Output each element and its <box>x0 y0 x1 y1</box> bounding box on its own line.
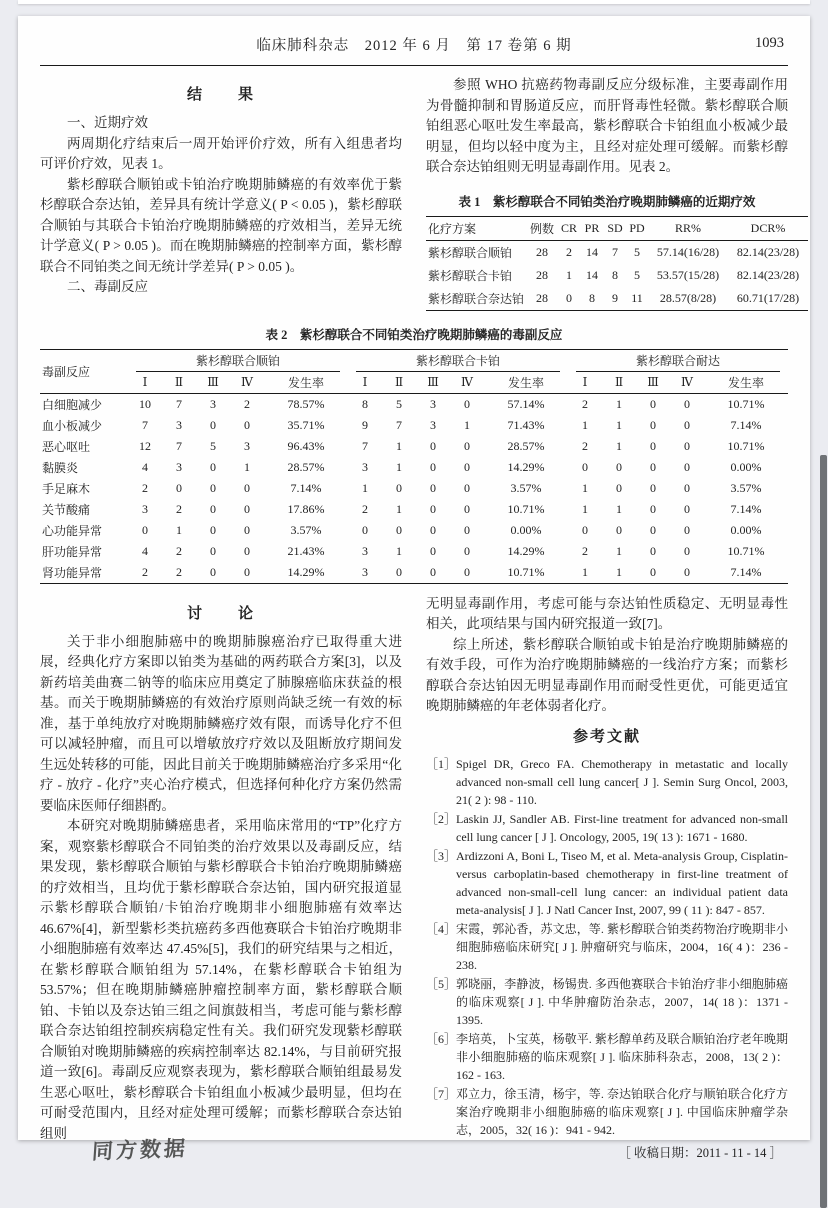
table1-header-cell: DCR% <box>728 216 808 240</box>
table2-cell: 1 <box>176 522 182 537</box>
table2-toxicity-name: 血小板减少 <box>42 418 103 433</box>
table2-cell: 0 <box>210 480 216 495</box>
table2-cell: 14.29% <box>507 543 545 558</box>
table2-row <box>40 520 788 541</box>
reference-number: ［5］ <box>426 976 457 991</box>
table2-grade-cell: 发生率 <box>264 372 348 394</box>
table2 <box>40 349 788 584</box>
table1-cell: 0 <box>566 290 572 305</box>
reference-number: ［6］ <box>426 1031 457 1046</box>
table2-cell: 3 <box>362 564 369 579</box>
table2-cell: 28.57% <box>507 438 545 453</box>
top-section <box>40 75 800 311</box>
table2-toxicity-name: 手足麻木 <box>42 481 91 496</box>
reference-item <box>426 975 788 1029</box>
table2-toxicity-name: 关节酸痛 <box>42 502 91 517</box>
table2-cell: 0 <box>464 396 471 411</box>
table2-grade-cell: Ⅱ <box>382 372 416 394</box>
cnki-watermark: 同方数据 <box>91 1135 189 1164</box>
table2-cell: 0 <box>684 396 691 411</box>
table2-cell: 0 <box>684 438 691 453</box>
conclusion-paragraph: 综上所述，紫杉醇联合顺铂或卡铂是治疗晚期肺鳞癌的有效手段，可作为治疗晚期肺鳞癌的一线治疗方案；而紫杉醇联合奈达铂因无明显毒副作用而耐受性更优，可能更适宜晚期肺鳞癌的年老体弱者化疗。 <box>426 636 788 713</box>
table2-cell: 0 <box>650 396 657 411</box>
header-rule <box>40 65 788 66</box>
table2-cell: 2 <box>362 501 369 516</box>
table2-cell: 28.57% <box>287 459 325 474</box>
results-paragraph-1: 两周期化疗结束后一周开始评价疗效，所有入组患者均可评价疗效，见表 1。 <box>40 135 402 171</box>
table2-cell: 1 <box>464 417 471 432</box>
table1-cell: 9 <box>612 290 618 305</box>
table2-cell: 1 <box>616 438 623 453</box>
table2-cell: 0 <box>244 543 250 558</box>
table2-cell: 7 <box>176 438 182 453</box>
table2-cell: 0 <box>582 522 589 537</box>
table1-header-cell: 化疗方案 <box>426 216 526 240</box>
table2-cell: 8 <box>362 396 369 411</box>
table2-cell: 0 <box>210 501 216 516</box>
table2-cell: 0 <box>430 522 437 537</box>
table2-cell: 0 <box>684 480 691 495</box>
table2-toxicity-name: 肾功能异常 <box>42 565 103 580</box>
table2-cell: 0 <box>616 459 623 474</box>
table2-cell: 1 <box>396 459 403 474</box>
table2-cell: 0 <box>430 480 437 495</box>
table2-cell: 7.14% <box>730 501 762 516</box>
table2-toxicity-name: 黏膜炎 <box>42 460 79 475</box>
table2-cell: 0 <box>210 417 216 432</box>
table2-cell: 0 <box>684 459 691 474</box>
table2-cell: 78.57% <box>287 396 325 411</box>
table2-cell: 0 <box>210 522 216 537</box>
table2-cell: 1 <box>244 459 250 474</box>
table2-cell: 0 <box>650 564 657 579</box>
table2-grade-cell: Ⅰ <box>128 372 162 394</box>
reference-item <box>426 810 788 846</box>
table2-cell: 0 <box>650 501 657 516</box>
journal-page <box>18 16 810 1164</box>
results-paragraph-2: 紫杉醇联合顺铂或卡铂治疗晚期肺鳞癌的有效率优于紫杉醇联合奈达铂，差异具有统计学意义( P < 0.05 )，紫杉醇联合顺铂与其联合卡铂治疗晚期肺鳞癌的疗效相当，差异无统计学意义( P > 0.05 )。而在晚期肺鳞癌的控制率方面，紫杉醇联合不同铂类之间无统计学差异( P > 0.05 )。 <box>40 176 402 274</box>
table2-cell: 10.71% <box>727 438 765 453</box>
table1-row <box>426 240 808 264</box>
table2-cell: 1 <box>396 438 403 453</box>
table2-cell: 3 <box>244 438 250 453</box>
table2-cell: 0 <box>430 564 437 579</box>
table2-grade-header-row <box>40 372 788 394</box>
table2-cell: 1 <box>582 417 589 432</box>
table2-cell: 1 <box>616 417 623 432</box>
table1-row <box>426 287 808 311</box>
table2-rowheader-cell: 毒副反应 <box>40 349 128 393</box>
table2-cell: 2 <box>176 501 182 516</box>
table2-group-cell <box>568 349 788 372</box>
reference-item <box>426 847 788 919</box>
table2-cell: 7 <box>142 417 148 432</box>
table2-grade-cell: Ⅳ <box>450 372 484 394</box>
table2-cell: 9 <box>362 417 369 432</box>
table1-header-cell: RR% <box>648 216 728 240</box>
previous-page-edge <box>18 0 810 4</box>
table2-cell: 71.43% <box>507 417 545 432</box>
table2-group-cell <box>348 349 568 372</box>
table1-cell: 28 <box>536 267 548 282</box>
table2-row <box>40 478 788 499</box>
table2-cell: 0 <box>396 564 403 579</box>
table1-cell: 11 <box>631 290 643 305</box>
table2-grade-cell: 发生率 <box>704 372 788 394</box>
table2-cell: 2 <box>142 564 148 579</box>
reference-text: Ardizzoni A, Boni L, Tiseo M, et al. Meta-analysis Group, Cisplatin-versus carboplatin-based chemotherapy in first-line treatment of advanced non-small-cell lung cancer: an individual patient data meta-analysis[ J ]. J Natl Cancer Inst, 2007, 99 ( 11 ): 847 - 857. <box>456 848 788 917</box>
table2-cell: 7 <box>362 438 369 453</box>
table1-cell: 紫杉醇联合顺铂 <box>428 245 513 260</box>
table2-cell: 14.29% <box>507 459 545 474</box>
table2-group-header-row <box>40 349 788 372</box>
table2-cell: 1 <box>616 396 623 411</box>
table1-cell: 2 <box>566 244 572 259</box>
table2-cell: 0 <box>464 543 471 558</box>
table1-cell: 60.71(17/28) <box>736 290 800 305</box>
table2-cell: 0 <box>464 480 471 495</box>
results-column <box>40 75 402 311</box>
table2-row <box>40 562 788 584</box>
table1-cell: 57.14(16/28) <box>656 244 720 259</box>
table2-cell: 0 <box>464 522 471 537</box>
references-list <box>426 755 788 1139</box>
table2-cell: 3.57% <box>510 480 542 495</box>
table2-cell: 14.29% <box>287 564 325 579</box>
table2-cell: 3 <box>430 417 437 432</box>
table2-cell: 0 <box>430 438 437 453</box>
conclusion-continuation: 无明显毒副作用，考虑可能与奈达铂性质稳定、无明显毒性相关，此项结果与国内研究报道一致[7]。 <box>426 595 788 631</box>
discussion-heading: 讨 论 <box>186 605 255 622</box>
table2-cell: 0 <box>244 501 250 516</box>
table2-cell: 0 <box>650 459 657 474</box>
table2-cell: 0 <box>650 543 657 558</box>
table2-cell: 0 <box>650 417 657 432</box>
table1-cell: 82.14(23/28) <box>736 267 800 282</box>
table2-cell: 1 <box>396 501 403 516</box>
table2-cell: 0 <box>582 459 589 474</box>
table2-cell: 10.71% <box>727 396 765 411</box>
table2-cell: 0 <box>464 438 471 453</box>
table2-section <box>40 325 788 584</box>
table2-row <box>40 393 788 415</box>
table2-cell: 7.14% <box>730 564 762 579</box>
reference-number: ［1］ <box>426 756 457 771</box>
table2-group-label: 紫杉醇联合顺铂 <box>136 352 340 372</box>
table1-cell: 8 <box>589 290 595 305</box>
table2-toxicity-name: 白细胞减少 <box>42 397 103 412</box>
table2-cell: 4 <box>142 543 148 558</box>
table2-row <box>40 415 788 436</box>
table2-cell: 0 <box>210 459 216 474</box>
journal-title-line: 临床肺科杂志 2012 年 6 月 第 17 卷第 6 期 <box>256 38 572 54</box>
table2-cell: 1 <box>362 480 369 495</box>
table2-cell: 3 <box>176 459 182 474</box>
table2-toxicity-name: 恶心呕吐 <box>42 439 91 454</box>
received-date: ［ 收稿日期：2011 - 11 - 14 ］ <box>618 1145 782 1160</box>
reference-item <box>426 755 788 809</box>
table1-header-row <box>426 216 808 240</box>
table1-cell: 紫杉醇联合卡铂 <box>428 268 513 283</box>
reference-number: ［7］ <box>426 1086 457 1101</box>
table2-cell: 0 <box>176 480 182 495</box>
table2-cell: 0 <box>464 459 471 474</box>
table2-grade-cell: Ⅲ <box>416 372 450 394</box>
table1-cell: 14 <box>586 244 598 259</box>
reference-text: 李培英，卜宝英，杨敬平. 紫杉醇单药及联合顺铂治疗老年晚期非小细胞肺癌的临床观察[ J ]. 临床肺科杂志，2008，13( 2 )：162 - 163. <box>456 1031 788 1082</box>
table2-cell: 0 <box>684 417 691 432</box>
reference-number: ［2］ <box>426 811 457 826</box>
table2-row <box>40 499 788 520</box>
table2-cell: 0 <box>430 501 437 516</box>
table2-cell: 0 <box>616 480 623 495</box>
table2-cell: 0.00% <box>730 459 762 474</box>
table2-cell: 3 <box>362 543 369 558</box>
table2-cell: 1 <box>616 543 623 558</box>
table2-cell: 0 <box>396 480 403 495</box>
table1-cell: 紫杉醇联合奈达铂 <box>428 291 525 306</box>
table2-cell: 12 <box>139 438 151 453</box>
table1-header-cell: SD <box>604 216 626 240</box>
table2-cell: 0 <box>650 522 657 537</box>
table1-cell: 8 <box>612 267 618 282</box>
table2-grade-cell: Ⅱ <box>602 372 636 394</box>
table2-row <box>40 436 788 457</box>
table2-group-cell <box>128 349 348 372</box>
table2-cell: 1 <box>396 543 403 558</box>
table1-caption: 表 1 紫杉醇联合不同铂类治疗晚期肺鳞癌的近期疗效 <box>458 194 756 209</box>
table2-cell: 3 <box>210 396 216 411</box>
table2-cell: 2 <box>582 543 589 558</box>
table2-row <box>40 457 788 478</box>
table2-toxicity-name: 肝功能异常 <box>42 544 103 559</box>
reference-item <box>426 1085 788 1139</box>
table1-cell: 28.57(8/28) <box>659 290 717 305</box>
references-heading: 参考文献 <box>572 728 641 745</box>
table2-grade-cell: Ⅳ <box>670 372 704 394</box>
table2-row <box>40 541 788 562</box>
table1 <box>426 216 808 311</box>
reference-text: 郭晓丽，李静波，杨锡贵. 多西他赛联合卡铂治疗非小细胞肺癌的临床观察[ J ]. 中华肿瘤防治杂志，2007，14( 18 )：1371 - 1395. <box>456 976 788 1027</box>
table2-cell: 0 <box>616 522 623 537</box>
scrollbar-track[interactable] <box>818 0 828 1208</box>
table2-cell: 4 <box>142 459 148 474</box>
table2-cell: 3 <box>142 501 148 516</box>
table2-grade-cell: Ⅳ <box>230 372 264 394</box>
table2-cell: 2 <box>582 396 589 411</box>
table2-cell: 3.57% <box>290 522 322 537</box>
table2-cell: 5 <box>210 438 216 453</box>
discussion-column <box>40 594 402 1164</box>
table2-grade-cell: Ⅱ <box>162 372 196 394</box>
table2-cell: 2 <box>244 396 250 411</box>
table2-cell: 17.86% <box>287 501 325 516</box>
table2-group-label: 紫杉醇联合耐达 <box>576 352 780 372</box>
table2-cell: 0 <box>430 543 437 558</box>
reference-text: 邓立力，徐玉清，杨宇，等. 奈达铂联合化疗与顺铂联合化疗方案治疗晚期非小细胞肺癌的临床观察[ J ]. 中国临床肿瘤学杂志，2005，32( 16 )：941 - 942. <box>456 1086 788 1137</box>
table2-grade-cell: Ⅲ <box>196 372 230 394</box>
table2-cell: 0 <box>210 564 216 579</box>
table2-cell: 2 <box>176 564 182 579</box>
table1-cell: 7 <box>612 244 618 259</box>
table2-cell: 7.14% <box>730 417 762 432</box>
results-heading: 结 果 <box>186 87 255 103</box>
table2-cell: 0 <box>244 522 250 537</box>
table2-cell: 1 <box>582 480 589 495</box>
reference-text: Laskin JJ, Sandler AB. First-line treatment for advanced non-small cell lung cancer [ J ]. Oncology, 2005, 19( 13 ): 1671 - 1680. <box>456 811 788 844</box>
table2-cell: 1 <box>582 501 589 516</box>
table2-cell: 7 <box>176 396 182 411</box>
table1-cell: 5 <box>634 244 640 259</box>
table2-cell: 0 <box>684 543 691 558</box>
conclusion-references-column <box>426 594 788 1161</box>
table2-cell: 0 <box>650 480 657 495</box>
table2-cell: 10.71% <box>507 564 545 579</box>
table2-cell: 3 <box>176 417 182 432</box>
table1-cell: 82.14(23/28) <box>736 244 800 259</box>
discussion-paragraph-2: 本研究对晚期肺鳞癌患者，采用临床常用的“TP”化疗方案，观察紫杉醇联合不同铂类的治疗效果以及毒副反应，结果发现，紫杉醇联合顺铂与紫杉醇联合卡铂治疗晚期肺鳞癌的疗效相当，且均优于紫杉醇联合奈达铂，国内研究报道显示紫杉醇联合顺铂/卡铂治疗晚期非小细胞肺癌有效率达 46.67%[4]，新型紫杉类抗癌药多西他赛联合卡铂治疗晚期非小细胞肺癌有效率达 47.45%[5]，我们的研究结果与之相近，在紫杉醇联合顺铂组为 57.14%，在紫杉醇联合卡铂组为 53.57%；但在晚期肺鳞癌肿瘤控制率方面，紫杉醇联合顺铂、卡铂以及奈达铂三组之间旗鼓相当，考虑可能与紫杉醇联合奈达铂组控制疾病稳定性有关。我们研究发现紫杉醇联合顺铂对晚期肺鳞癌的疾病控制率达 82.14%，与目前研究报道一致[6]。毒副反应观察表现为，紫杉醇联合顺铂组最易发生恶心呕吐，紫杉醇联合卡铂组血小板减少最明显，但均在可耐受范围内，且经对症处理可缓解；而紫杉醇联合奈达铂组则 <box>40 818 402 1141</box>
reference-number: ［4］ <box>426 921 457 936</box>
bottom-section <box>40 594 788 1164</box>
table1-cell: 1 <box>566 267 572 282</box>
table1-cell: 28 <box>536 244 548 259</box>
table2-cell: 2 <box>582 438 589 453</box>
table2-cell: 0.00% <box>510 522 542 537</box>
reference-item <box>426 920 788 974</box>
table2-cell: 21.43% <box>287 543 325 558</box>
intro-right-column <box>426 75 800 311</box>
table2-toxicity-name: 心功能异常 <box>42 523 103 538</box>
table2-cell: 0 <box>142 522 148 537</box>
table2-cell: 0 <box>244 564 250 579</box>
table2-cell: 7.14% <box>290 480 322 495</box>
table2-cell: 0.00% <box>730 522 762 537</box>
table1-cell: 5 <box>634 267 640 282</box>
results-subhead-1: 一、近期疗效 <box>67 115 148 130</box>
table2-grade-cell: Ⅲ <box>636 372 670 394</box>
table2-cell: 0 <box>396 522 403 537</box>
table2-cell: 0 <box>362 522 369 537</box>
table1-cell: 53.57(15/28) <box>656 267 720 282</box>
table1-header-cell: CR <box>558 216 580 240</box>
table2-cell: 3 <box>362 459 369 474</box>
table2-cell: 1 <box>616 564 623 579</box>
table2-cell: 1 <box>582 564 589 579</box>
discussion-paragraph-1: 关于非小细胞肺癌中的晚期肺腺癌治疗已取得重大进展，经典化疗方案即以铂类为基础的两药联合方案[3]，以及新药培美曲赛二钠等的临床应用奠定了肺腺癌临床获益的根基。而关于晚期肺鳞癌的有效治疗原则尚缺乏统一有效的标准，基于单纯放疗对晚期肺鳞癌疗效有限，而诱导化疗不但可以减轻肿瘤，而且可以增敏放疗疗效以及阻断放疗期间发生远处转移的可能，因此目前关于晚期肺鳞癌治疗多采用“化疗 - 放疗 - 化疗”夹心治疗模式，但选择何种化疗方案仍然需要临床医师仔细斟酌。 <box>40 633 402 813</box>
table2-cell: 3.57% <box>730 480 762 495</box>
table2-cell: 10.71% <box>507 501 545 516</box>
reference-item <box>426 1030 788 1084</box>
page-header <box>40 34 788 60</box>
table2-cell: 5 <box>396 396 403 411</box>
table2-cell: 0 <box>244 417 250 432</box>
table1-cell: 14 <box>586 267 598 282</box>
reference-text: 宋霞，郭沁香，苏文忠，等. 紫杉醇联合铂类药物治疗晚期非小细胞肺癌临床研究[ J ]. 肿瘤研究与临床，2004，16( 4 )：236 - 238. <box>456 921 788 972</box>
table2-cell: 0 <box>684 522 691 537</box>
table2-caption: 表 2 紫杉醇联合不同铂类治疗晚期肺鳞癌的毒副反应 <box>265 327 563 342</box>
toxicity-intro-paragraph: 参照 WHO 抗癌药物毒副反应分级标准，主要毒副作用为骨髓抑制和胃肠道反应，而肝肾毒性轻微。紫杉醇联合顺铂组恶心呕吐发生率最高，紫杉醇联合卡铂组血小板减少最明显，但均以轻中度为主，且经对症处理可缓解。而紫杉醇联合奈达铂组则无明显毒副作用。见表 2。 <box>426 77 788 174</box>
table2-cell: 0 <box>210 543 216 558</box>
table1-header-cell: PD <box>626 216 648 240</box>
table2-cell: 2 <box>176 543 182 558</box>
table2-cell: 0 <box>650 438 657 453</box>
table2-grade-cell: Ⅰ <box>568 372 602 394</box>
results-subhead-2: 二、毒副反应 <box>67 279 148 294</box>
table2-group-label: 紫杉醇联合卡铂 <box>356 352 560 372</box>
table2-cell: 0 <box>684 564 691 579</box>
table1-row <box>426 264 808 287</box>
scrollbar-thumb[interactable] <box>820 455 827 1208</box>
page-number: 1093 <box>755 35 784 51</box>
table2-cell: 0 <box>430 459 437 474</box>
table1-cell: 28 <box>536 290 548 305</box>
table2-cell: 10 <box>139 396 151 411</box>
table2-cell: 0 <box>464 501 471 516</box>
reference-number: ［3］ <box>426 848 457 863</box>
table2-cell: 2 <box>142 480 148 495</box>
table2-cell: 7 <box>396 417 403 432</box>
table2-cell: 10.71% <box>727 543 765 558</box>
table2-grade-cell: 发生率 <box>484 372 568 394</box>
table2-cell: 0 <box>464 564 471 579</box>
table2-cell: 3 <box>430 396 437 411</box>
table2-grade-cell: Ⅰ <box>348 372 382 394</box>
table2-cell: 35.71% <box>287 417 325 432</box>
table2-cell: 0 <box>244 480 250 495</box>
reference-text: Spigel DR, Greco FA. Chemotherapy in metastatic and locally advanced non-small cell lung cancer[ J ]. Semin Surg Oncol, 2003, 21( 2 ): 98 - 110. <box>456 756 788 807</box>
table2-cell: 57.14% <box>507 396 545 411</box>
table2-cell: 96.43% <box>287 438 325 453</box>
table1-header-cell: 例数 <box>526 216 558 240</box>
table2-cell: 0 <box>684 501 691 516</box>
table1-header-cell: PR <box>580 216 604 240</box>
table2-cell: 1 <box>616 501 623 516</box>
